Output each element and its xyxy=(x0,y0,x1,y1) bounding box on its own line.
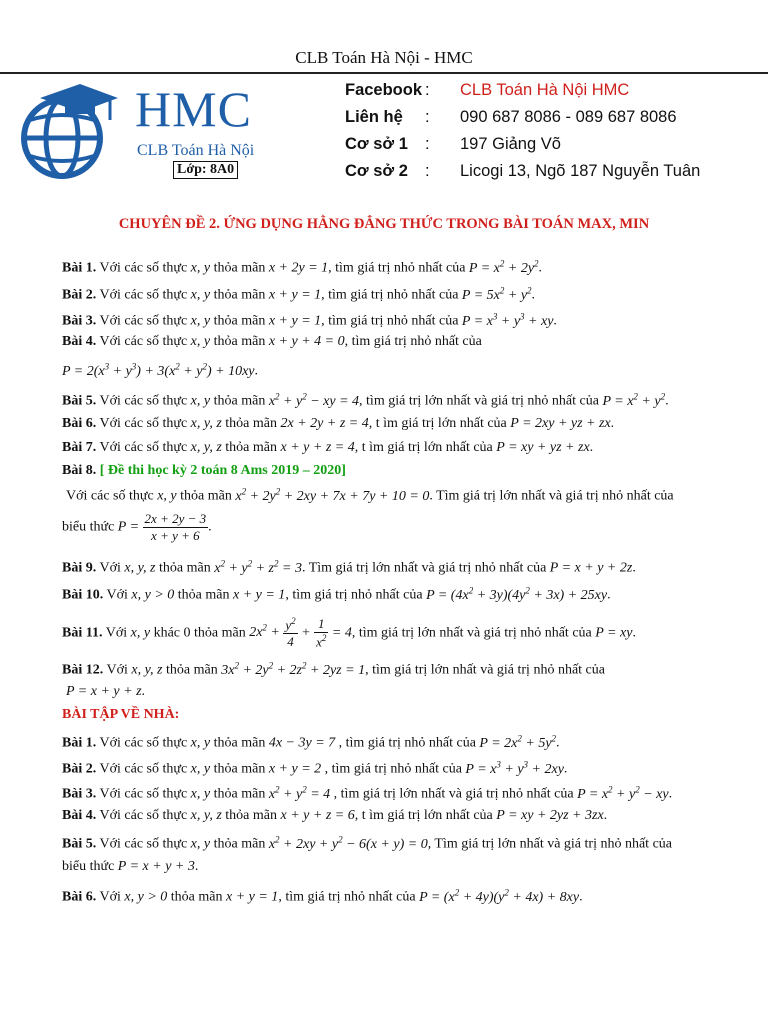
class-label: Lớp: 8A0 xyxy=(173,161,238,179)
homework-5-expr: biểu thức P = x + y + 3. xyxy=(62,859,199,874)
homework-4: Bài 4. Với các số thực x, y, z thỏa mãn x + y + z = 6, t ìm giá trị lớn nhất của P = xy + 2yz + 3zx. xyxy=(62,808,608,823)
contact-key: Liên hệ xyxy=(345,108,403,126)
contact-value: 090 687 8086 - 089 687 8086 xyxy=(460,108,677,126)
problem-9: Bài 9. Với x, y, z thỏa mãn $x^2 + y^2 + z^2 = 3$. Tìm giá trị lớn nhất và giá trị nhỏ nhất của P = x + y + 2z. xyxy=(62,558,636,576)
homework-5: Bài 5. Với các số thực x, y thỏa mãn $x^2 + 2xy + y^2 - 6(x + y) = 0$, Tìm giá trị lớn nhất và giá trị nhỏ nhất của xyxy=(62,834,672,852)
problem-12: Bài 12. Với x, y, z thỏa mãn $3x^2 + 2y^2 + 2z^2 + 2yz = 1$, tìm giá trị lớn nhất và giá trị nhỏ nhất của xyxy=(62,660,605,678)
problem-10: Bài 10. Với x, y > 0 thỏa mãn x + y = 1, tìm giá trị nhỏ nhất của $P = (4x^2 + 3y)(4y^2 + 3x) + 25xy$. xyxy=(62,585,611,603)
homework-2: Bài 2. Với các số thực x, y thỏa mãn x + y = 2 , tìm giá trị nhỏ nhất của $P = x^3 + y^3 + 2xy$. xyxy=(62,759,568,777)
problem-12-expr: P = x + y + z. xyxy=(66,684,146,699)
contact-key: Facebook xyxy=(345,81,423,99)
brand-logo-text: HMC xyxy=(135,81,252,137)
topic-title: CHUYÊN ĐỀ 2. ỨNG DỤNG HẰNG ĐẲNG THỨC TRONG BÀI TOÁN MAX, MIN xyxy=(118,216,650,232)
contact-key: Cơ sở 1 xyxy=(345,135,408,153)
problem-8-expr: biểu thức P = $\frac{2x + 2y - 3}{x + y + 6}$ . xyxy=(62,511,212,543)
hmc-logo-icon xyxy=(10,80,125,180)
homework-title: BÀI TẬP VỀ NHÀ: xyxy=(62,707,180,722)
exam-source: [ Đề thi học kỳ 2 toán 8 Ams 2019 – 2020] xyxy=(99,463,346,478)
homework-6: Bài 6. Với x, y > 0 thỏa mãn x + y = 1, tìm giá trị nhỏ nhất của $P = (x^2 + 4y)(y^2 + 4x) + 8xy$. xyxy=(62,887,583,905)
contact-value: 197 Giảng Võ xyxy=(460,135,561,153)
problem-2: Bài 2. Với các số thực x, y thỏa mãn x + y = 1, tìm giá trị nhỏ nhất của $P = 5x^2 + y^2$. xyxy=(62,285,536,303)
problem-4: Bài 4. Với các số thực x, y thỏa mãn x + y + 4 = 0, tìm giá trị nhỏ nhất của xyxy=(62,334,482,349)
contact-row-campus1: Cơ sở 1 : 197 Giảng Võ xyxy=(345,135,561,153)
problem-5: Bài 5. Với các số thực x, y thỏa mãn $x^2 + y^2$ − xy = 4, tìm giá trị lớn nhất và giá trị nhỏ nhất của $P = x^2 + y^2$. xyxy=(62,391,669,409)
page-header-title: CLB Toán Hà Nội - HMC xyxy=(295,48,473,67)
problem-4-expr: $P = 2(x^3 + y^3) + 3(x^2 + y^2) + 10xy$. xyxy=(62,361,259,379)
homework-3: Bài 3. Với các số thực x, y thỏa mãn $x^2 + y^2 = 4$ , tìm giá trị lớn nhất và giá trị nhỏ nhất của $P = x^2 + y^2$ − xy. xyxy=(62,784,673,802)
problem-1: Bài 1. Với các số thực x, y thỏa mãn x + 2y = 1, tìm giá trị nhỏ nhất của $P = x^2 + 2y^2$. xyxy=(62,258,543,276)
problem-8-title: Bài 8. [ Đề thi học kỳ 2 toán 8 Ams 2019 – 2020] xyxy=(62,463,346,478)
brand-subtitle: CLB Toán Hà Nội xyxy=(137,142,255,159)
contact-row-facebook: Facebook : CLB Toán Hà Nội HMC xyxy=(345,81,630,99)
contact-row-phone: Liên hệ : 090 687 8086 - 089 687 8086 xyxy=(345,108,677,126)
problem-3: Bài 3. Với các số thực x, y thỏa mãn x + y = 1, tìm giá trị nhỏ nhất của $P = x^3 + y^3$ + xy. xyxy=(62,311,557,329)
contact-value: Licogi 13, Ngõ 187 Nguyễn Tuân xyxy=(460,162,701,180)
problem-7: Bài 7. Với các số thực x, y, z thỏa mãn x + y + z = 4, t ìm giá trị lớn nhất của P = xy + yz + zx. xyxy=(62,440,594,455)
contact-key: Cơ sở 2 xyxy=(345,162,408,180)
problem-8: Với các số thực x, y thỏa mãn $x^2 + 2y^2 + 2xy + 7x + 7y + 10 = 0$. Tìm giá trị lớn nhất và giá trị nhỏ nhất của xyxy=(66,486,674,504)
problem-6: Bài 6. Với các số thực x, y, z thỏa mãn 2x + 2y + z = 4, t ìm giá trị lớn nhất của P = 2xy + yz + zx. xyxy=(62,416,615,431)
homework-1: Bài 1. Với các số thực x, y thỏa mãn 4x − 3y = 7 , tìm giá trị nhỏ nhất của $P = 2x^2 + 5y^2$. xyxy=(62,733,560,751)
problem-11: Bài 11. Với x, y khác 0 thỏa mãn $2x^2$ + $\frac{y^2}{4}$ + $\frac{1}{x^2}$ = 4, tìm giá trị lớn nhất và giá trị nhỏ nhất của P = xy. xyxy=(62,616,636,650)
contact-row-campus2: Cơ sở 2 : Licogi 13, Ngõ 187 Nguyễn Tuân xyxy=(345,162,701,180)
contact-info xyxy=(345,77,700,185)
header-rule xyxy=(0,72,768,74)
contact-value[interactable]: CLB Toán Hà Nội HMC xyxy=(460,81,630,99)
